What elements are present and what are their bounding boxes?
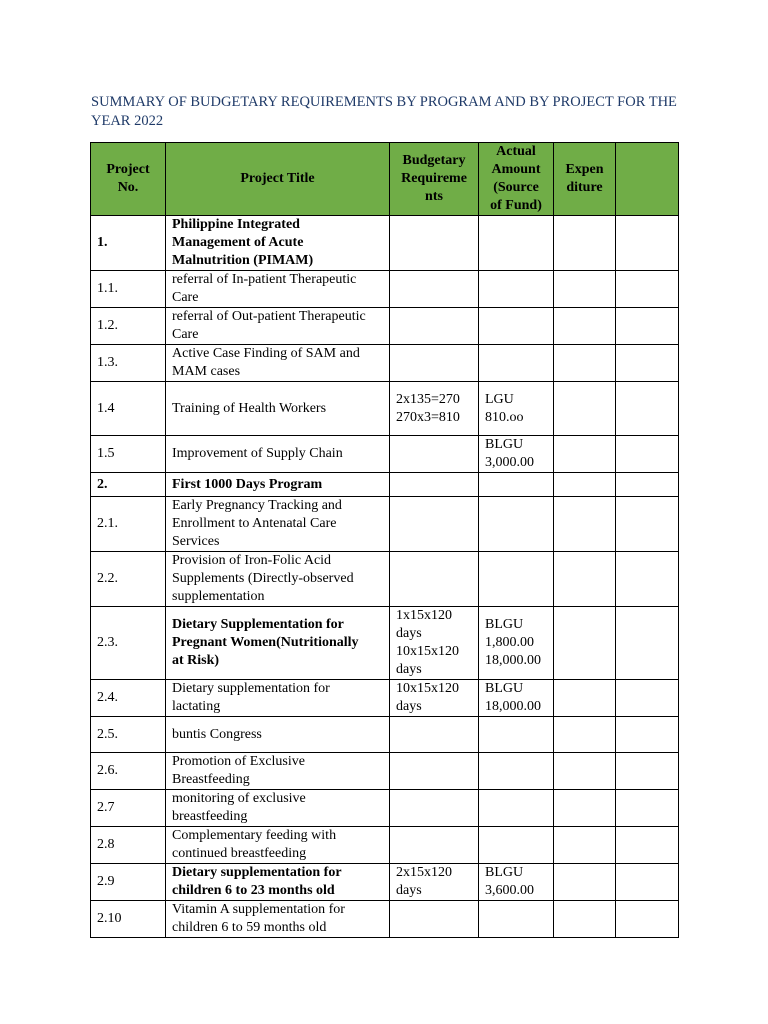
actual-amount-cell <box>479 864 554 901</box>
budgetary-text: 2x135=270 270x3=810 <box>396 391 460 425</box>
budgetary-text: 2x15x120 days <box>396 865 452 898</box>
project-title-text: Complementary feeding with continued breastfeeding <box>172 828 337 861</box>
expenditure-cell <box>554 717 616 753</box>
project-no-cell <box>91 436 166 473</box>
project-no-cell <box>91 216 166 271</box>
table-row <box>91 753 679 790</box>
table-row <box>91 216 679 271</box>
blank-cell <box>616 216 679 271</box>
project-no-text: 1.4 <box>97 400 115 416</box>
project-no-text: 2.9 <box>97 874 115 889</box>
blank-cell <box>616 901 679 938</box>
project-no-cell <box>91 680 166 717</box>
table-header-row <box>91 143 679 216</box>
project-no-text: 1.5 <box>97 446 115 461</box>
expenditure-cell <box>554 827 616 864</box>
project-no-cell <box>91 345 166 382</box>
actual-amount-cell <box>479 216 554 271</box>
expenditure-cell <box>554 473 616 497</box>
expenditure-cell <box>554 382 616 436</box>
project-no-cell <box>91 497 166 552</box>
project-title-text: referral of Out-patient Therapeutic Care <box>172 309 366 342</box>
expenditure-cell <box>554 345 616 382</box>
project-title-cell <box>166 680 390 717</box>
project-no-cell <box>91 753 166 790</box>
project-no-cell <box>91 552 166 607</box>
project-title-cell <box>166 717 390 753</box>
header-actual-amount: Actual Amount (Source of Fund) <box>479 143 554 216</box>
blank-cell <box>616 382 679 436</box>
blank-cell <box>616 473 679 497</box>
project-no-text: 1.3. <box>97 355 118 370</box>
project-no-cell <box>91 790 166 827</box>
table-row <box>91 827 679 864</box>
header-budgetary-requirements: Budgetary Requireme nts <box>390 143 479 216</box>
header-project-title: Project Title <box>166 143 390 216</box>
actual-amount-cell <box>479 717 554 753</box>
actual-amount-cell <box>479 473 554 497</box>
project-title-text: Improvement of Supply Chain <box>172 446 343 461</box>
header-project-no: Project No. <box>91 143 166 216</box>
actual-amount-cell <box>479 345 554 382</box>
table-row <box>91 473 679 497</box>
project-no-text: 2. <box>97 476 108 492</box>
table-row <box>91 436 679 473</box>
table-row <box>91 271 679 308</box>
table-row <box>91 680 679 717</box>
budgetary-cell <box>390 753 479 790</box>
budgetary-cell <box>390 308 479 345</box>
project-no-text: 2.1. <box>97 516 118 531</box>
project-no-text: 2.3. <box>97 635 118 650</box>
project-title-cell <box>166 271 390 308</box>
project-title-text: Promotion of Exclusive Breastfeeding <box>172 754 305 787</box>
actual-amount-text: BLGU 3,600.00 <box>485 865 534 898</box>
table-row <box>91 717 679 753</box>
budgetary-cell <box>390 473 479 497</box>
blank-cell <box>616 308 679 345</box>
budgetary-cell <box>390 680 479 717</box>
table-row <box>91 345 679 382</box>
project-no-cell <box>91 473 166 497</box>
actual-amount-text: BLGU 1,800.00 18,000.00 <box>485 617 541 668</box>
project-no-cell <box>91 308 166 345</box>
project-title-text: Provision of Iron-Folic Acid Supplements (Directly-observed supplementation <box>172 553 354 604</box>
budgetary-cell <box>390 864 479 901</box>
budgetary-cell <box>390 790 479 827</box>
header-expenditure: Expen diture <box>554 143 616 216</box>
budget-table <box>90 142 679 938</box>
expenditure-cell <box>554 680 616 717</box>
project-title-cell <box>166 552 390 607</box>
budgetary-cell <box>390 717 479 753</box>
actual-amount-cell <box>479 607 554 680</box>
actual-amount-text: LGU 810.oo <box>485 391 524 425</box>
project-title-text: Dietary Supplementation for Pregnant Women(Nutritionally at Risk) <box>172 617 359 668</box>
project-no-cell <box>91 271 166 308</box>
actual-amount-cell <box>479 680 554 717</box>
blank-cell <box>616 345 679 382</box>
budgetary-cell <box>390 497 479 552</box>
project-title-cell <box>166 216 390 271</box>
project-no-cell <box>91 864 166 901</box>
budgetary-text: 1x15x120 days 10x15x120 days <box>396 608 459 677</box>
actual-amount-cell <box>479 271 554 308</box>
project-no-text: 1.2. <box>97 318 118 333</box>
expenditure-cell <box>554 901 616 938</box>
project-title-text: monitoring of exclusive breastfeeding <box>172 791 306 824</box>
project-no-text: 2.2. <box>97 571 118 586</box>
project-title-cell <box>166 607 390 680</box>
project-title-cell <box>166 497 390 552</box>
project-title-text: Training of Health Workers <box>172 400 327 416</box>
table-body <box>91 216 679 938</box>
budgetary-cell <box>390 345 479 382</box>
project-title-cell <box>166 436 390 473</box>
table-row <box>91 308 679 345</box>
actual-amount-cell <box>479 436 554 473</box>
table-row <box>91 382 679 436</box>
header-blank <box>616 143 679 216</box>
project-title-text: Philippine Integrated Management of Acute Malnutrition (PIMAM) <box>172 217 314 268</box>
project-no-text: 2.8 <box>97 837 115 852</box>
blank-cell <box>616 717 679 753</box>
actual-amount-cell <box>479 827 554 864</box>
project-no-cell <box>91 717 166 753</box>
project-title-cell <box>166 753 390 790</box>
table-row <box>91 790 679 827</box>
blank-cell <box>616 436 679 473</box>
budgetary-cell <box>390 607 479 680</box>
blank-cell <box>616 607 679 680</box>
budgetary-cell <box>390 216 479 271</box>
project-no-text: 2.4. <box>97 690 118 705</box>
project-no-cell <box>91 382 166 436</box>
actual-amount-text: BLGU 3,000.00 <box>485 437 534 470</box>
project-no-text: 2.10 <box>97 911 122 926</box>
budgetary-cell <box>390 382 479 436</box>
table-row <box>91 497 679 552</box>
project-title-cell <box>166 827 390 864</box>
expenditure-cell <box>554 753 616 790</box>
actual-amount-cell <box>479 552 554 607</box>
budgetary-text: 10x15x120 days <box>396 681 459 714</box>
expenditure-cell <box>554 790 616 827</box>
project-title-text: referral of In-patient Therapeutic Care <box>172 272 357 305</box>
budgetary-cell <box>390 901 479 938</box>
expenditure-cell <box>554 271 616 308</box>
actual-amount-cell <box>479 901 554 938</box>
expenditure-cell <box>554 864 616 901</box>
actual-amount-cell <box>479 790 554 827</box>
blank-cell <box>616 497 679 552</box>
expenditure-cell <box>554 497 616 552</box>
budgetary-cell <box>390 552 479 607</box>
actual-amount-cell <box>479 382 554 436</box>
expenditure-cell <box>554 436 616 473</box>
project-no-cell <box>91 901 166 938</box>
blank-cell <box>616 753 679 790</box>
project-title-text: First 1000 Days Program <box>172 476 323 492</box>
project-title-text: Active Case Finding of SAM and MAM cases <box>172 346 360 379</box>
actual-amount-cell <box>479 308 554 345</box>
project-no-text: 2.5. <box>97 726 118 742</box>
project-no-text: 2.7 <box>97 800 115 815</box>
blank-cell <box>616 790 679 827</box>
expenditure-cell <box>554 552 616 607</box>
project-title-text: buntis Congress <box>172 726 262 742</box>
table-row <box>91 864 679 901</box>
actual-amount-cell <box>479 753 554 790</box>
project-title-text: Dietary supplementation for children 6 to 23 months old <box>172 865 342 898</box>
table-row <box>91 552 679 607</box>
blank-cell <box>616 271 679 308</box>
table-row <box>91 901 679 938</box>
actual-amount-text: BLGU 18,000.00 <box>485 681 541 714</box>
table-row <box>91 607 679 680</box>
project-title-cell <box>166 308 390 345</box>
project-title-text: Early Pregnancy Tracking and Enrollment to Antenatal Care Services <box>172 498 342 549</box>
expenditure-cell <box>554 607 616 680</box>
project-title-cell <box>166 790 390 827</box>
expenditure-cell <box>554 308 616 345</box>
actual-amount-cell <box>479 497 554 552</box>
budgetary-cell <box>390 436 479 473</box>
project-title-cell <box>166 864 390 901</box>
expenditure-cell <box>554 216 616 271</box>
blank-cell <box>616 680 679 717</box>
blank-cell <box>616 827 679 864</box>
project-no-cell <box>91 607 166 680</box>
project-no-text: 1.1. <box>97 281 118 296</box>
project-no-cell <box>91 827 166 864</box>
project-no-text: 1. <box>97 235 108 250</box>
project-title-cell <box>166 901 390 938</box>
blank-cell <box>616 552 679 607</box>
budgetary-cell <box>390 271 479 308</box>
project-title-cell <box>166 382 390 436</box>
project-title-text: Vitamin A supplementation for children 6 to 59 months old <box>172 902 345 935</box>
document-title: SUMMARY OF BUDGETARY REQUIREMENTS BY PROGRAM AND BY PROJECT FOR THE YEAR 2022 <box>91 94 677 129</box>
budgetary-cell <box>390 827 479 864</box>
project-title-cell <box>166 345 390 382</box>
project-title-cell <box>166 473 390 497</box>
blank-cell <box>616 864 679 901</box>
project-no-text: 2.6. <box>97 763 118 778</box>
project-title-text: Dietary supplementation for lactating <box>172 681 330 714</box>
